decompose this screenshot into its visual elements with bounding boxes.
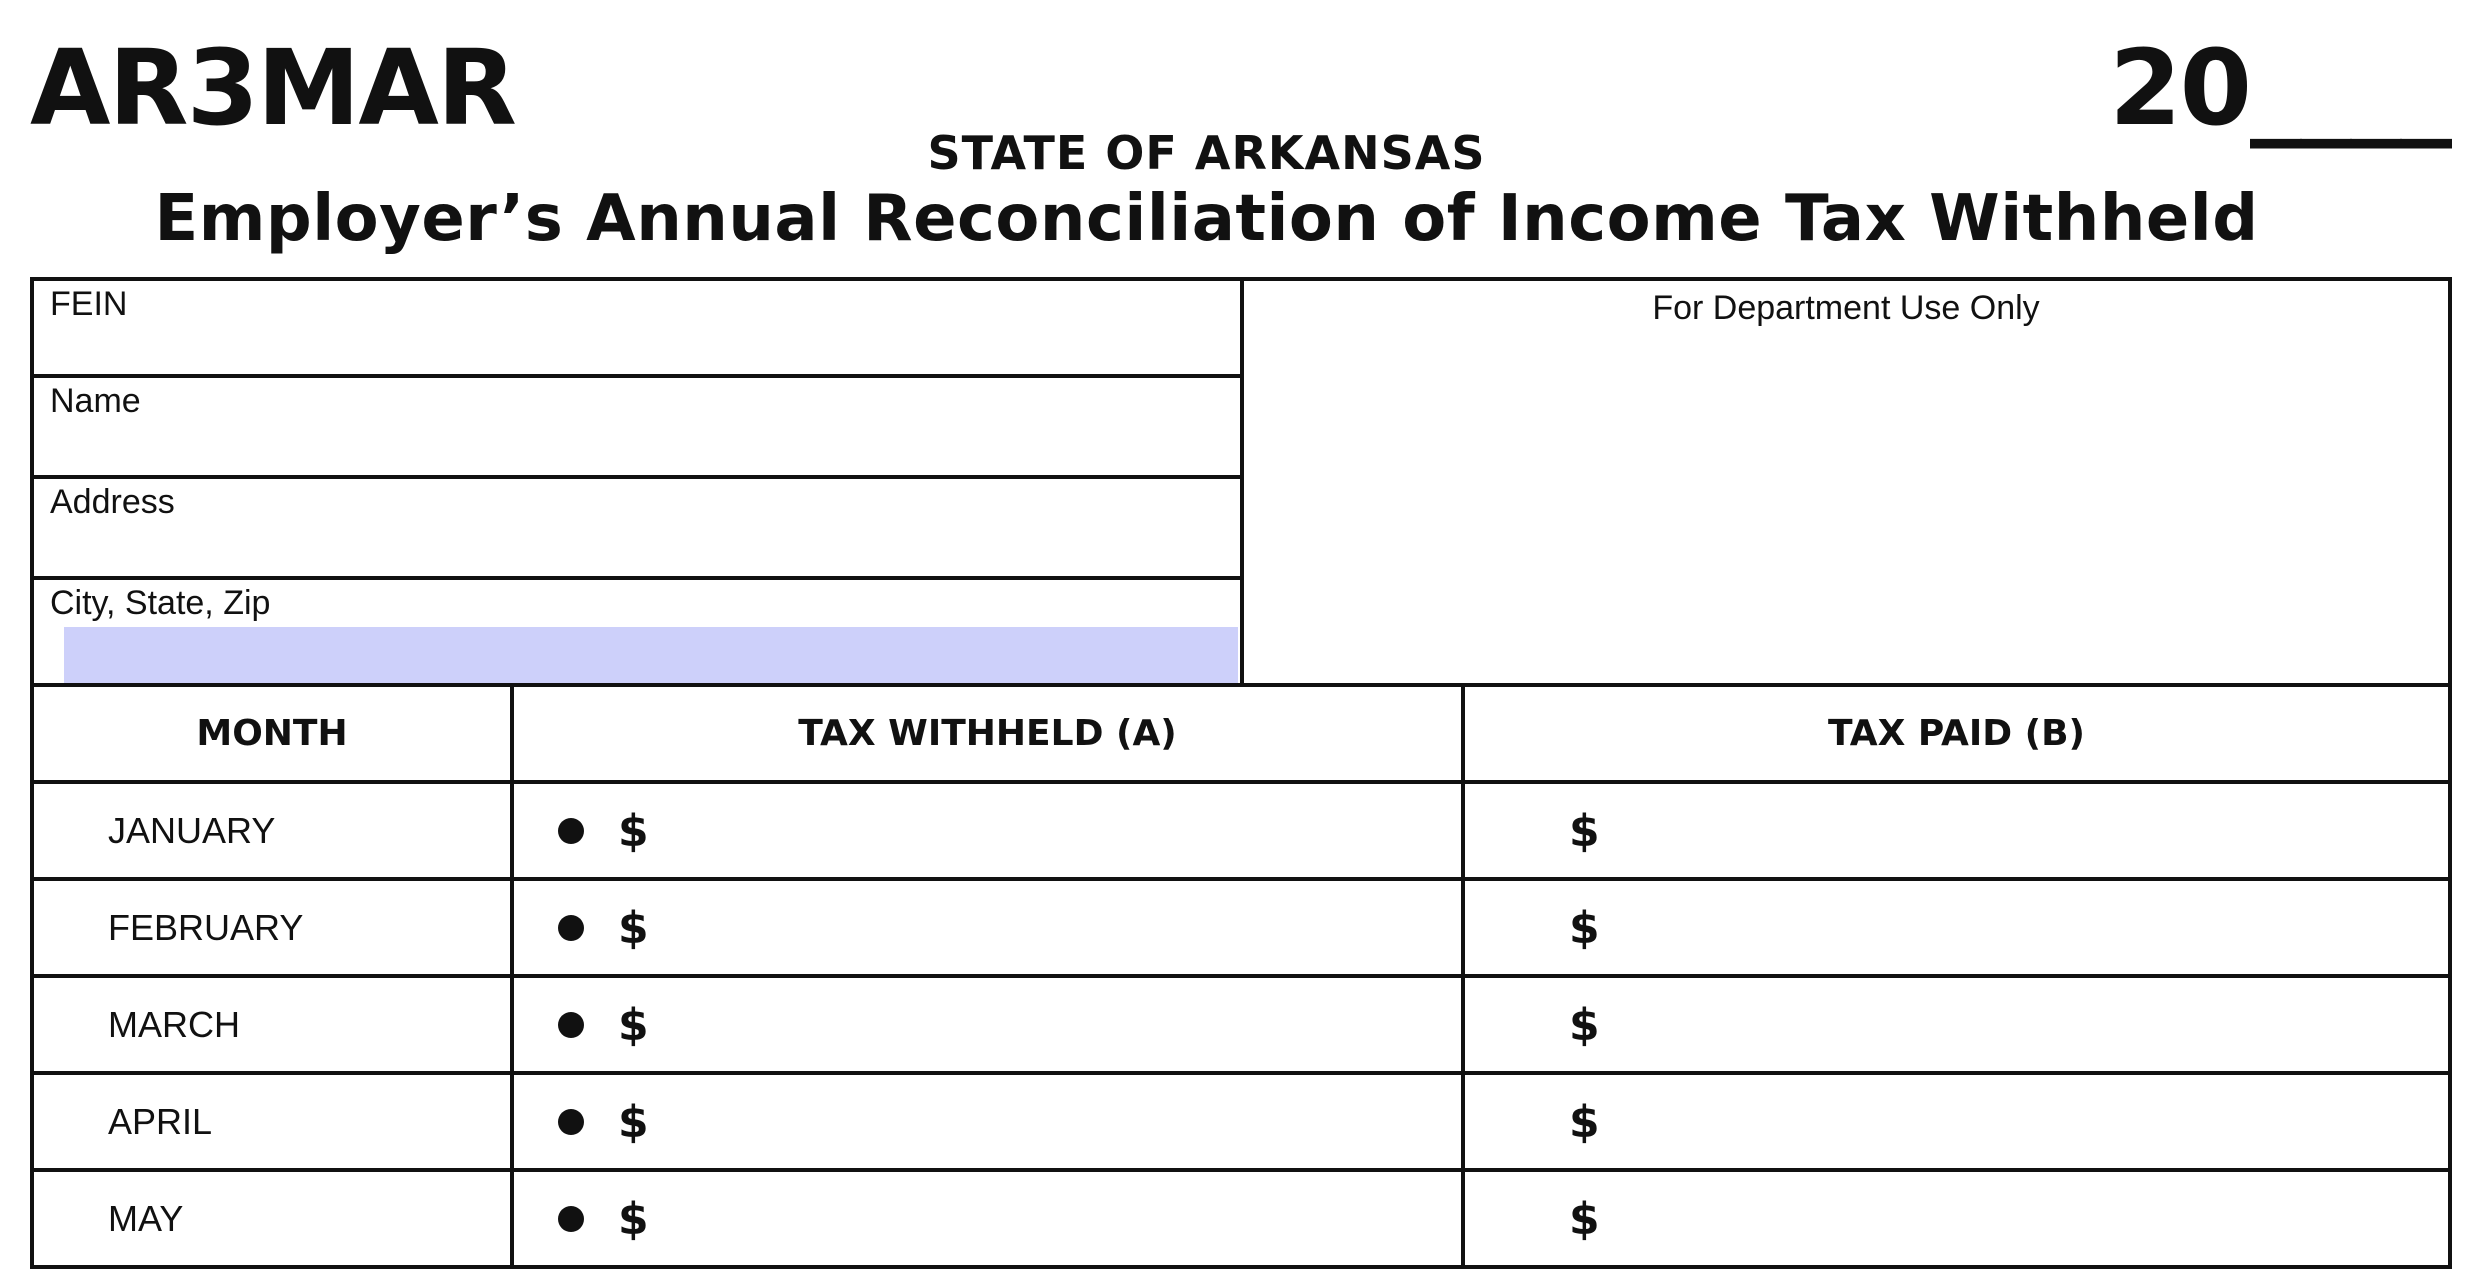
dollar-sign: $ [1569,1096,1600,1147]
tax-withheld-input[interactable] [664,899,1441,956]
tax-withheld-input[interactable] [664,802,1441,859]
tax-year-label: 20____ [2109,27,2450,149]
dollar-sign: $ [1569,1193,1600,1244]
tax-paid-cell [1463,1170,2450,1267]
table-header-row [32,685,2450,782]
month-cell: FEBRUARY [32,879,512,976]
dollar-sign: $ [1569,805,1600,856]
table-row [32,782,2450,879]
address-input[interactable] [64,520,1238,576]
dollar-sign: $ [618,999,649,1050]
tax-paid-input[interactable] [1615,802,2428,859]
dollar-sign: $ [618,902,649,953]
tax-withheld-cell [512,1073,1463,1170]
month-cell: MARCH [32,976,512,1073]
name-field-row [34,378,1240,479]
address-label: Address [50,483,175,521]
dollar-sign: $ [618,805,649,856]
tax-paid-cell [1463,1073,2450,1170]
table-row [32,1073,2450,1170]
tax-withheld-input[interactable] [664,1190,1441,1247]
dollar-sign: $ [618,1096,649,1147]
form-code: AR3MAR [30,27,515,149]
month-column-header: MONTH [32,685,512,782]
tax-paid-cell [1463,782,2450,879]
tax-paid-input[interactable] [1615,996,2428,1053]
tax-paid-input[interactable] [1615,1093,2428,1150]
name-input[interactable] [64,419,1238,475]
table-row [32,976,2450,1073]
tax-paid-input[interactable] [1615,899,2428,956]
box-divider [1240,281,1244,683]
tax-withheld-cell [512,1170,1463,1267]
employer-info-box [30,277,2452,687]
tax-paid-column-header: TAX PAID (B) [1463,685,2450,782]
tax-withheld-cell [512,879,1463,976]
tax-withheld-cell [512,782,1463,879]
dollar-sign: $ [618,1193,649,1244]
bullet-icon [558,1206,584,1232]
bullet-icon [558,915,584,941]
city-state-zip-label: City, State, Zip [50,584,271,622]
employer-fields [34,281,1240,683]
tax-withheld-column-header: TAX WITHHELD (A) [512,685,1463,782]
month-cell: APRIL [32,1073,512,1170]
table-row [32,1170,2450,1267]
month-cell: JANUARY [32,782,512,879]
monthly-withholding-table [30,683,2452,1269]
month-cell: MAY [32,1170,512,1267]
table-row [32,879,2450,976]
fein-label: FEIN [50,285,128,323]
fein-input[interactable] [64,318,1238,374]
name-label: Name [50,382,141,420]
bullet-icon [558,1012,584,1038]
dollar-sign: $ [1569,902,1600,953]
state-heading: STATE OF ARKANSAS [927,126,1486,180]
tax-paid-input[interactable] [1615,1190,2428,1247]
bullet-icon [558,818,584,844]
form-title: Employer’s Annual Reconciliation of Income Tax Withheld [154,182,2259,256]
bullet-icon [558,1109,584,1135]
tax-withheld-input[interactable] [664,996,1441,1053]
city-field-row [34,580,1240,683]
department-use-label: For Department Use Only [1652,289,2040,327]
address-field-row [34,479,1240,580]
dollar-sign: $ [1569,999,1600,1050]
tax-paid-cell [1463,879,2450,976]
tax-withheld-input[interactable] [664,1093,1441,1150]
tax-paid-cell [1463,976,2450,1073]
fein-field-row [34,281,1240,378]
tax-withheld-cell [512,976,1463,1073]
city-state-zip-input[interactable] [64,627,1238,683]
